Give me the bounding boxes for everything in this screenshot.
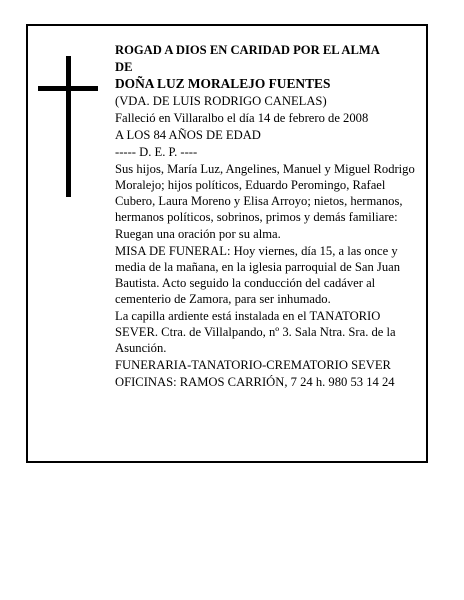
notice-text: [115, 42, 423, 391]
obituary-notice: [26, 24, 428, 463]
death-info: Falleció en Villaralbo el día 14 de febrero de 2008: [115, 111, 369, 125]
funeral-mass: MISA DE FUNERAL: Hoy viernes, día 15, a las once y media de la mañana, en la iglesia parroquial de San Juan Bautista. Acto seguido la conducción del cadáver al cementerio de Zamora, para ser inhumado.: [115, 244, 401, 306]
cross-horizontal-bar: [38, 86, 98, 91]
family-paragraph: Sus hijos, María Luz, Angelines, Manuel y Miguel Rodrigo Moralejo; hijos políticos, Eduardo Peromingo, Rafael Cubero, Laura Moreno y Elisa Arroyo; nietos, hermanos, hermanos políticos, sobrinos, primos y demás familiare:: [115, 162, 415, 224]
header-line-1: ROGAD A DIOS EN CARIDAD POR EL ALMA: [115, 43, 380, 57]
deceased-name: DOÑA LUZ MORALEJO FUENTES: [115, 76, 331, 91]
widow-of: (VDA. DE LUIS RODRIGO CANELAS): [115, 94, 327, 108]
header-line-2: DE: [115, 60, 133, 74]
chapel-info: La capilla ardiente está instalada en el TANATORIO SEVER. Ctra. de Villalpando, nº 3. Sala Ntra. Sra. de la Asunción.: [115, 309, 396, 355]
rip: ----- D. E. P. ----: [115, 145, 198, 159]
cross-vertical-bar: [66, 56, 71, 197]
prayer-request: Ruegan una oración por su alma.: [115, 227, 281, 241]
age: A LOS 84 AÑOS DE EDAD: [115, 128, 261, 142]
funeral-home: FUNERARIA-TANATORIO-CREMATORIO SEVER: [115, 358, 391, 372]
cross-icon: [38, 56, 98, 197]
offices: OFICINAS: RAMOS CARRIÓN, 7 24 h. 980 53 14 24: [115, 375, 395, 389]
